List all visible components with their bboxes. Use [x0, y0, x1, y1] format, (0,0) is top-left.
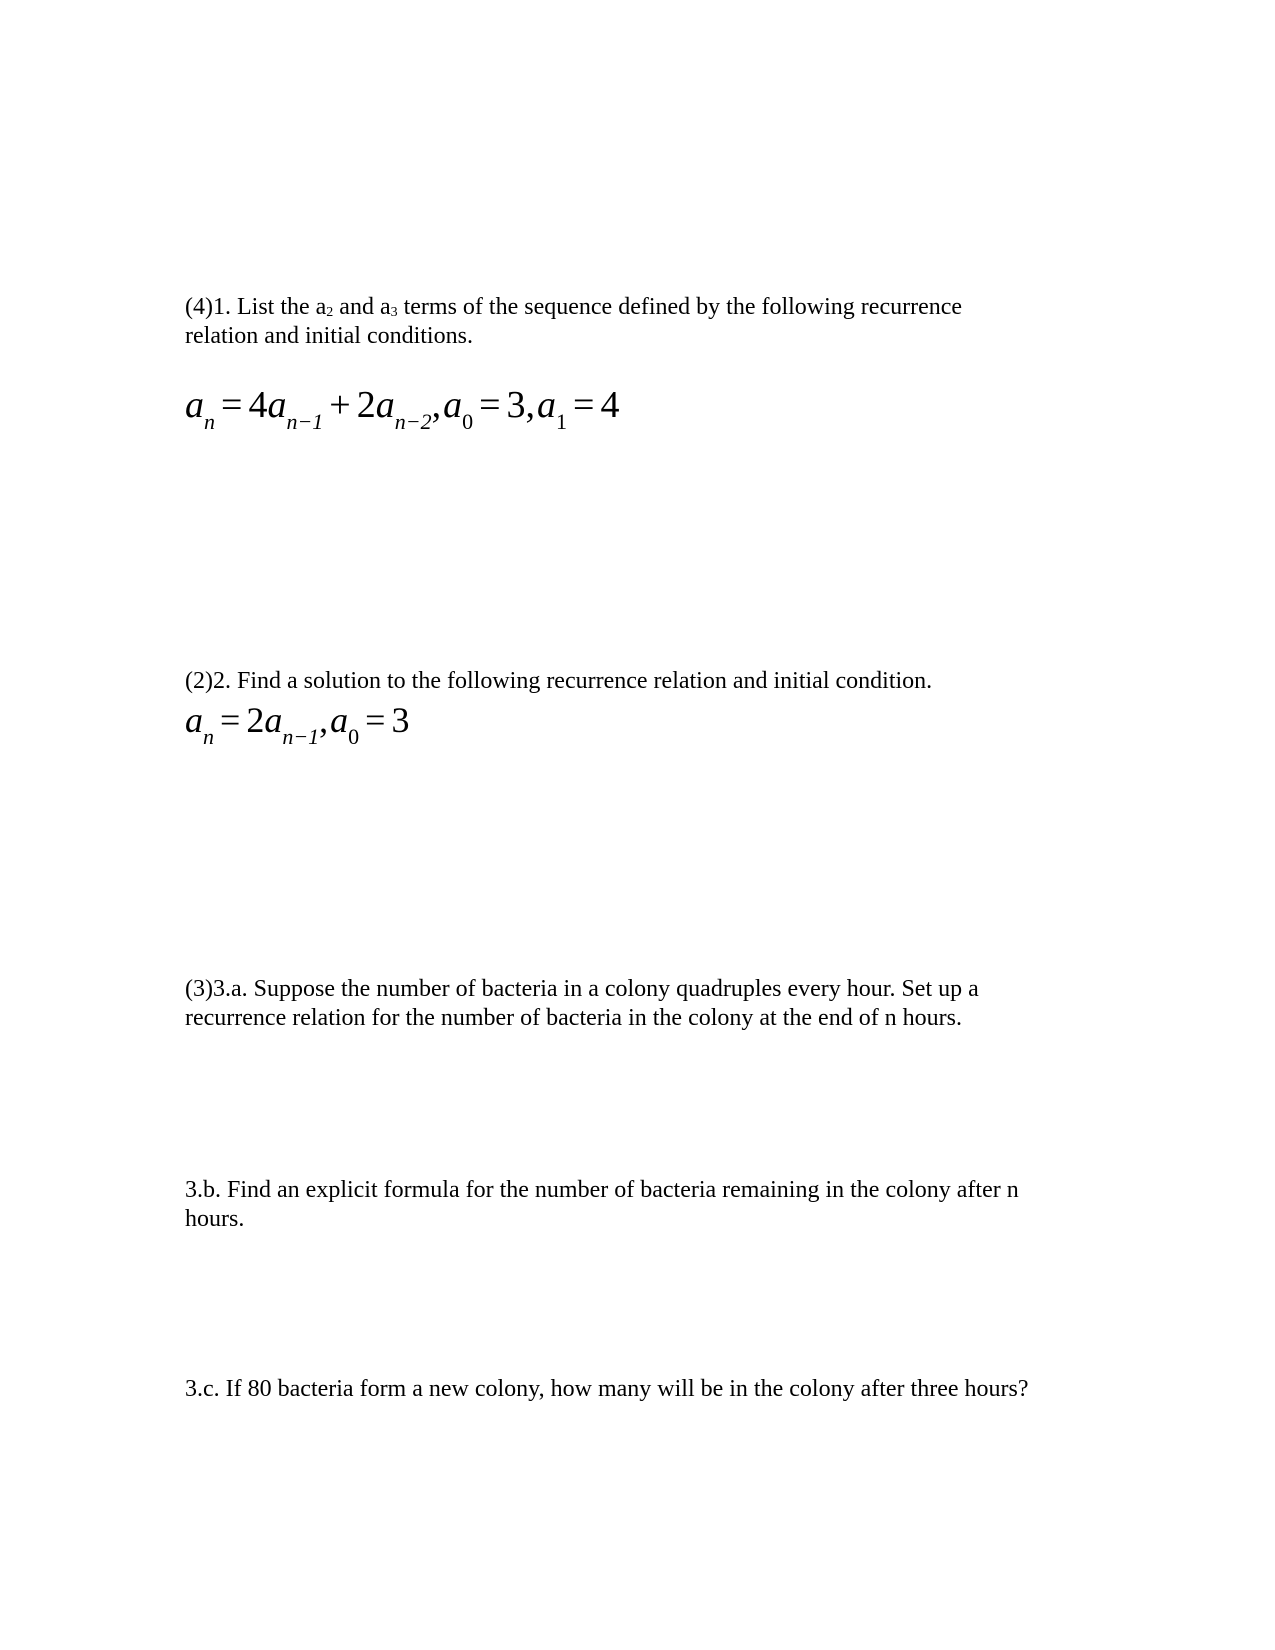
question-1-subscript-b: 3 — [390, 305, 398, 320]
eq1-init1-sub: 1 — [556, 409, 568, 434]
eq2-init0-sub: 0 — [348, 724, 360, 749]
eq1-comma-2: , — [525, 384, 536, 426]
eq1-init1-val: 4 — [600, 384, 620, 426]
question-1-equation: $a_n = 4a_{n-1} + 2a_{n-2},a_0 = 3,a_1 = 4$ — [185, 384, 620, 434]
eq2-sub-1: n−1 — [282, 724, 320, 749]
question-1-line-2: relation and initial conditions. — [185, 323, 473, 349]
eq2-equals: = — [220, 700, 241, 740]
eq1-coef-1: 4 — [248, 384, 268, 426]
eq1-init1-var: a — [537, 384, 557, 426]
eq1-lhs-sub: n — [204, 409, 215, 434]
eq2-init0-var: a — [330, 700, 349, 740]
eq1-var-2: a — [375, 384, 395, 426]
question-2-equation: $a_n = 2a_{n-1},a_0 = 3$ — [185, 700, 410, 749]
question-3b-line-1: 3.b. Find an explicit formula for the number of bacteria remaining in the colony after n — [185, 1177, 1019, 1203]
question-1-prefix: (4)1. List the a — [185, 294, 327, 320]
eq1-coef-2: 2 — [356, 384, 376, 426]
eq2-comma-1: , — [319, 700, 329, 740]
eq1-init0-sub: 0 — [462, 409, 474, 434]
question-1-subscript-a: 2 — [326, 305, 334, 320]
eq1-lhs-var: a — [185, 384, 204, 426]
eq1-comma-1: , — [431, 384, 442, 426]
eq1-init0-var: a — [443, 384, 463, 426]
eq2-var-1: a — [264, 700, 283, 740]
eq1-var-1: a — [267, 384, 287, 426]
question-1-suffix: terms of the sequence defined by the following recurrence — [397, 294, 963, 320]
eq1-sub-1: n−1 — [286, 409, 324, 434]
question-1-line-1 — [185, 293, 1085, 322]
eq1-plus: + — [329, 384, 351, 426]
eq2-lhs-var: a — [185, 700, 203, 740]
eq1-sub-2: n−2 — [394, 409, 432, 434]
question-3c-line-1: 3.c. If 80 bacteria form a new colony, how many will be in the colony after three hours? — [185, 1376, 1029, 1402]
question-3c-text — [185, 1375, 1085, 1404]
question-3a-line-2: recurrence relation for the number of bacteria in the colony at the end of n hours. — [185, 1005, 963, 1031]
question-3b-text — [185, 1176, 1085, 1234]
question-3a-text — [185, 975, 1085, 1033]
question-1-mid: and a — [333, 294, 391, 320]
question-1-text — [185, 293, 1085, 351]
eq2-lhs-sub: n — [203, 724, 214, 749]
question-3b-line-2: hours. — [185, 1206, 245, 1232]
eq2-coef-1: 2 — [246, 700, 265, 740]
eq2-init0-val: 3 — [391, 700, 410, 740]
eq1-equals: = — [221, 384, 243, 426]
question-2-line-1: (2)2. Find a solution to the following recurrence relation and initial condition. — [185, 668, 933, 694]
eq1-init0-val: 3 — [506, 384, 526, 426]
question-2-text — [185, 667, 1085, 696]
question-3a-line-1: (3)3.a. Suppose the number of bacteria in a colony quadruples every hour. Set up a — [185, 976, 979, 1002]
